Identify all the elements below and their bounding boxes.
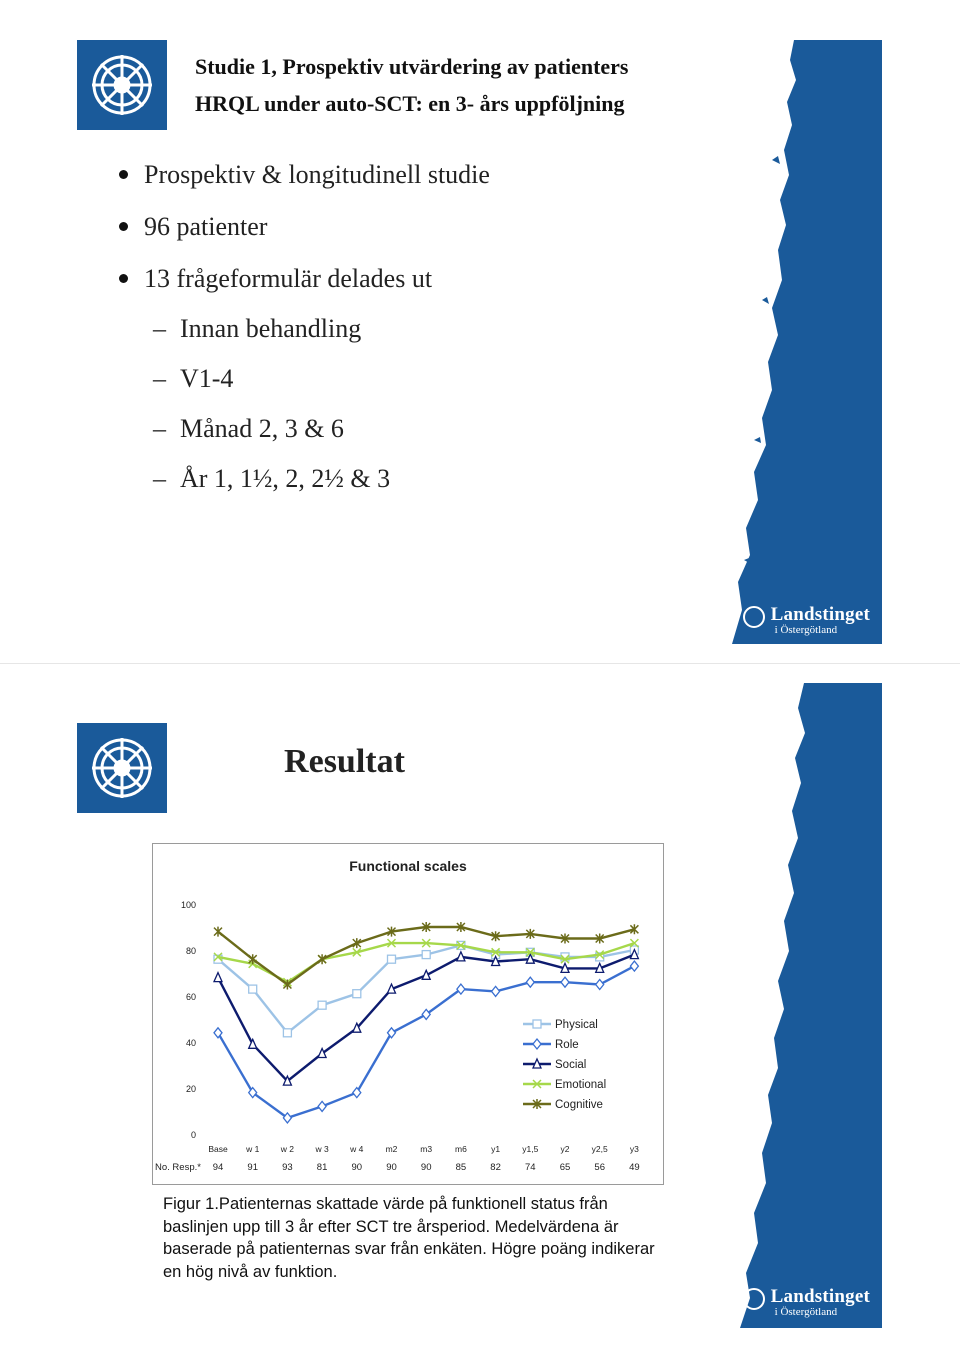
n-resp-value: 74 — [525, 1162, 536, 1173]
bullet-dot-icon — [119, 170, 128, 179]
sub-bullet-item — [153, 314, 361, 344]
n-resp-value: 94 — [212, 1162, 224, 1173]
slide-2 — [77, 683, 882, 1328]
data-point-physical — [249, 985, 257, 993]
n-resp-value: 65 — [559, 1162, 571, 1173]
brand-name: Landstinget — [770, 604, 870, 625]
brand-subtitle: i Östergötland — [774, 624, 838, 636]
caption-line: Figur 1.Patienternas skattade värde på funktionell status från — [163, 1195, 608, 1213]
bullet-text: År 1, 1½, 2, 2½ & 3 — [180, 464, 391, 493]
legend-label: Social — [555, 1059, 587, 1071]
n-resp-value: 85 — [455, 1162, 467, 1173]
dash-icon: – — [153, 314, 166, 343]
data-point-role — [492, 986, 500, 996]
bullet-text: V1-4 — [180, 364, 234, 393]
x-tick-label: w 4 — [350, 1144, 364, 1154]
n-resp-value: 90 — [420, 1162, 432, 1173]
data-point-physical — [388, 955, 396, 963]
y-tick-label: 60 — [185, 992, 196, 1002]
dash-icon: – — [153, 464, 166, 493]
bullet-item — [119, 160, 490, 190]
bullet-dot-icon — [119, 222, 128, 231]
y-tick-label: 0 — [190, 1130, 196, 1140]
bullet-text: 13 frågeformulär delades ut — [144, 264, 433, 293]
slide-1-title — [195, 48, 815, 122]
brand-name: Landstinget — [770, 1286, 870, 1307]
n-resp-value: 56 — [594, 1162, 605, 1173]
coastline-band — [732, 40, 882, 644]
slide-2-title: Resultat — [284, 743, 405, 780]
data-point-social — [318, 1049, 326, 1058]
legend-marker-role — [533, 1039, 541, 1049]
data-point-cognitive — [249, 954, 257, 964]
bullet-text: Innan behandling — [180, 314, 362, 343]
y-tick-label: 20 — [185, 1084, 196, 1094]
n-resp-value: 91 — [247, 1162, 258, 1173]
title-line-2: HRQL under auto-SCT: en 3- års uppföljning — [195, 91, 625, 116]
x-tick-label: y3 — [629, 1144, 639, 1154]
brand-logo — [745, 1286, 870, 1318]
data-point-physical — [318, 1001, 326, 1009]
bullet-dot-icon — [119, 274, 128, 283]
data-point-role — [526, 977, 534, 987]
data-point-role — [596, 980, 604, 990]
slide-separator — [0, 663, 960, 664]
data-point-physical — [353, 990, 361, 998]
n-resp-value: 90 — [386, 1162, 397, 1173]
bullet-text: Månad 2, 3 & 6 — [180, 414, 344, 443]
chart-title: Functional scales — [349, 858, 467, 874]
legend-label: Role — [555, 1039, 579, 1051]
caption-line: baserade på patienternas svar från enkäten. Högre poäng indikerar — [163, 1240, 655, 1259]
x-tick-label: y1 — [491, 1144, 501, 1154]
bullet-item — [119, 264, 432, 294]
legend-label: Cognitive — [555, 1099, 603, 1111]
n-resp-value: 81 — [316, 1162, 328, 1173]
x-tick-label: m2 — [385, 1144, 398, 1154]
x-tick-label: y2,5 — [591, 1144, 608, 1154]
data-point-role — [561, 977, 569, 987]
brand-mark-icon — [743, 1288, 765, 1310]
chart-frame — [152, 843, 664, 1185]
snowflake-logo-icon — [77, 40, 167, 130]
y-tick-label: 40 — [185, 1038, 196, 1048]
n-resp-value: 82 — [490, 1162, 501, 1173]
x-tick-label: w 3 — [315, 1144, 329, 1154]
data-point-social — [214, 973, 222, 982]
bullet-text: Prospektiv & longitudinell studie — [144, 160, 490, 189]
x-tick-label: w 2 — [280, 1144, 295, 1154]
x-tick-label: Base — [208, 1144, 228, 1154]
data-point-cognitive — [214, 927, 222, 937]
data-point-role — [630, 961, 638, 971]
sub-bullet-item — [153, 364, 233, 394]
x-tick-label: m6 — [454, 1144, 467, 1154]
caption-line: en hög nivå av funktion. — [163, 1262, 338, 1281]
n-resp-row-label: No. Resp.* — [155, 1162, 201, 1173]
x-tick-label: y1,5 — [522, 1144, 539, 1154]
n-resp-value: 49 — [629, 1162, 640, 1173]
data-point-role — [318, 1101, 326, 1111]
legend-label: Physical — [555, 1019, 598, 1031]
y-tick-label: 100 — [180, 900, 196, 910]
legend-label: Emotional — [555, 1079, 607, 1091]
figure-caption — [163, 1193, 723, 1283]
dash-icon: – — [153, 364, 166, 393]
x-tick-label: y2 — [560, 1144, 570, 1154]
coastline-band — [732, 683, 882, 1328]
data-point-physical — [283, 1029, 291, 1037]
title-line-1: Studie 1, Prospektiv utvärdering av patienters — [195, 54, 629, 79]
x-tick-label: m3 — [420, 1144, 433, 1154]
slide-1 — [77, 40, 882, 644]
y-tick-label: 80 — [185, 946, 196, 956]
bullet-item — [119, 212, 267, 242]
dash-icon: – — [153, 414, 166, 443]
bullet-text: 96 patienter — [144, 212, 268, 241]
sub-bullet-item — [153, 464, 390, 494]
sub-bullet-item — [153, 414, 344, 444]
data-point-physical — [422, 951, 430, 959]
brand-mark-icon — [743, 606, 765, 628]
brand-logo — [745, 604, 870, 636]
brand-subtitle: i Östergötland — [774, 1306, 838, 1318]
legend-marker-physical — [533, 1020, 541, 1028]
functional-scales-chart — [153, 844, 663, 1184]
n-resp-value: 90 — [351, 1162, 363, 1173]
n-resp-value: 93 — [282, 1162, 293, 1173]
caption-line: baslinjen upp till 3 år efter SCT tre årsperiod. Medelvärdena är — [163, 1217, 619, 1236]
x-tick-label: w 1 — [246, 1144, 260, 1154]
